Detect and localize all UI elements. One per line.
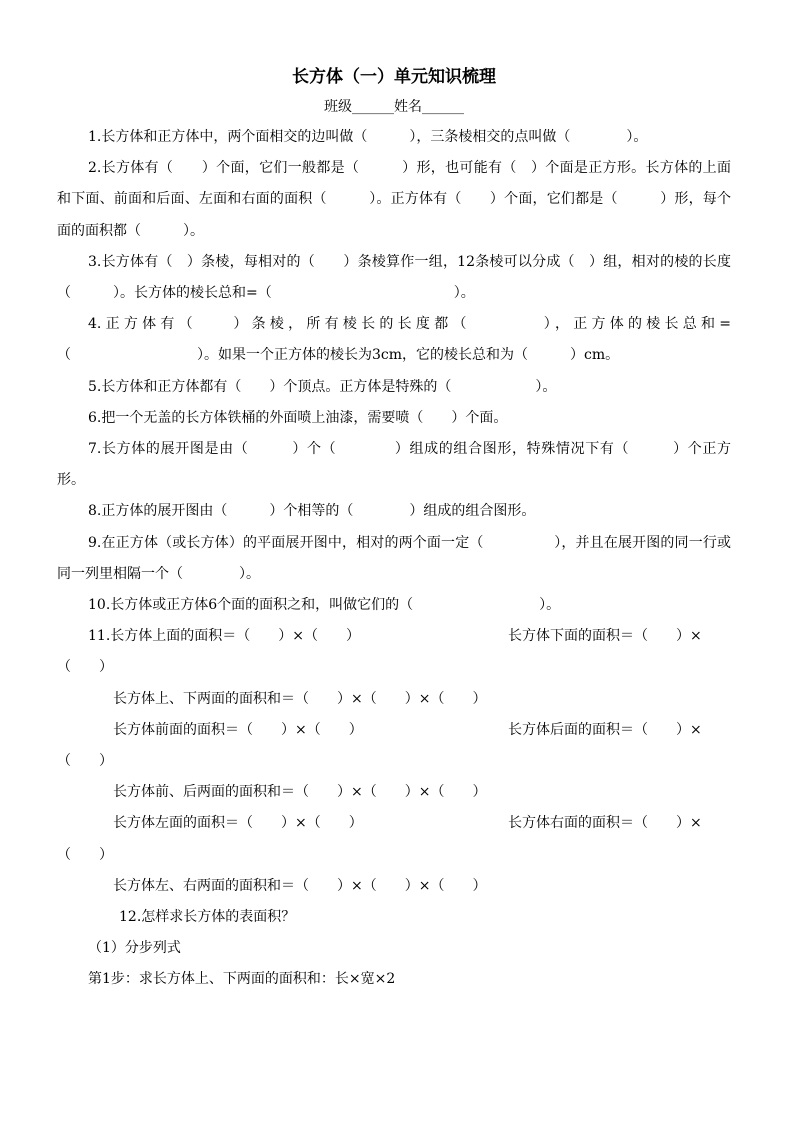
worksheet-page [57,62,731,996]
question-11 [57,621,731,902]
question-4: 4.正方体有（ ）条棱，所有棱长的长度都（ ），正方体的棱长总和=（ ）。如果一个正方体的棱长为3cm，它的棱长总和为（ ）cm。 [57,316,731,364]
left-right-sum: 长方体左、右两面的面积和＝（ ）×（ ）×（ ） [113,877,487,894]
question-3: 3.长方体有（ ）条棱，每相对的（ ）条棱算作一组，12条棱可以分成（ ）组，相对的棱的长度（ ）。长方体的棱长总和=（ ）。 [57,253,731,302]
question-1: 1.长方体和正方体中，两个面相交的边叫做（ ），三条棱相交的点叫做（ ）。 [88,129,648,145]
question-6: 6.把一个无盖的长方体铁桶的外面喷上油漆，需要喷（ ）个面。 [88,409,508,426]
bottom-face-area: 长方体下面的面积＝（ ）× [508,628,702,645]
question-12-prompt: 12.怎样求长方体的表面积？ [119,909,296,926]
front-face-area: 长方体前面的面积＝（ ）×（ ） [113,721,363,738]
front-back-sum: 长方体前、后两面的面积和＝（ ）×（ ）×（ ） [113,784,487,801]
right-face-area: 长方体右面的面积＝（ ）× [508,815,702,832]
page-title: 长方体（一）单元知识梳理 [292,67,496,87]
question-8: 8.正方体的展开图由（ ）个相等的（ ）组成的组合图形。 [88,503,536,520]
bottom-face-area-wrap: （ ） [57,659,113,676]
back-face-area: 长方体后面的面积＝（ ）× [508,721,702,738]
question-12-section-1: （1）分步列式 [88,940,181,957]
question-5: 5.长方体和正方体都有（ ）个顶点。正方体是特殊的（ ）。 [88,378,557,395]
question-12 [57,902,731,996]
right-face-area-wrap: （ ） [57,846,113,863]
left-face-area: 长方体左面的面积＝（ ）×（ ） [113,815,363,832]
top-face-area: 11.长方体上面的面积＝（ ）×（ ） [88,628,360,645]
question-10: 10.长方体或正方体6个面的面积之和，叫做它们的（ ）。 [88,597,561,614]
top-bottom-sum: 长方体上、下两面的面积和＝（ ）×（ ）×（ ） [113,690,487,707]
class-name-line: 班级______姓名______ [324,99,464,115]
back-face-area-wrap: （ ） [57,753,113,770]
question-12-step-1: 第1步：求长方体上、下两面的面积和：长×宽×2 [88,971,396,988]
question-2: 2.长方体有（ ）个面，它们一般都是（ ）形，也可能有（ ）个面是正方形。长方体的上面和下面、前面和后面、左面和右面的面积（ ）。正方体有（ ）个面，它们都是（ ）形，每个面的面积都（ ）。 [57,160,731,239]
question-7: 7.长方体的展开图是由（ ）个（ ）组成的组合图形，特殊情况下有（ ）个正方形。 [57,441,731,489]
question-9: 9.在正方体（或长方体）的平面展开图中，相对的两个面一定（ ），并且在展开图的同一行或同一列里相隔一个（ ）。 [57,534,731,582]
